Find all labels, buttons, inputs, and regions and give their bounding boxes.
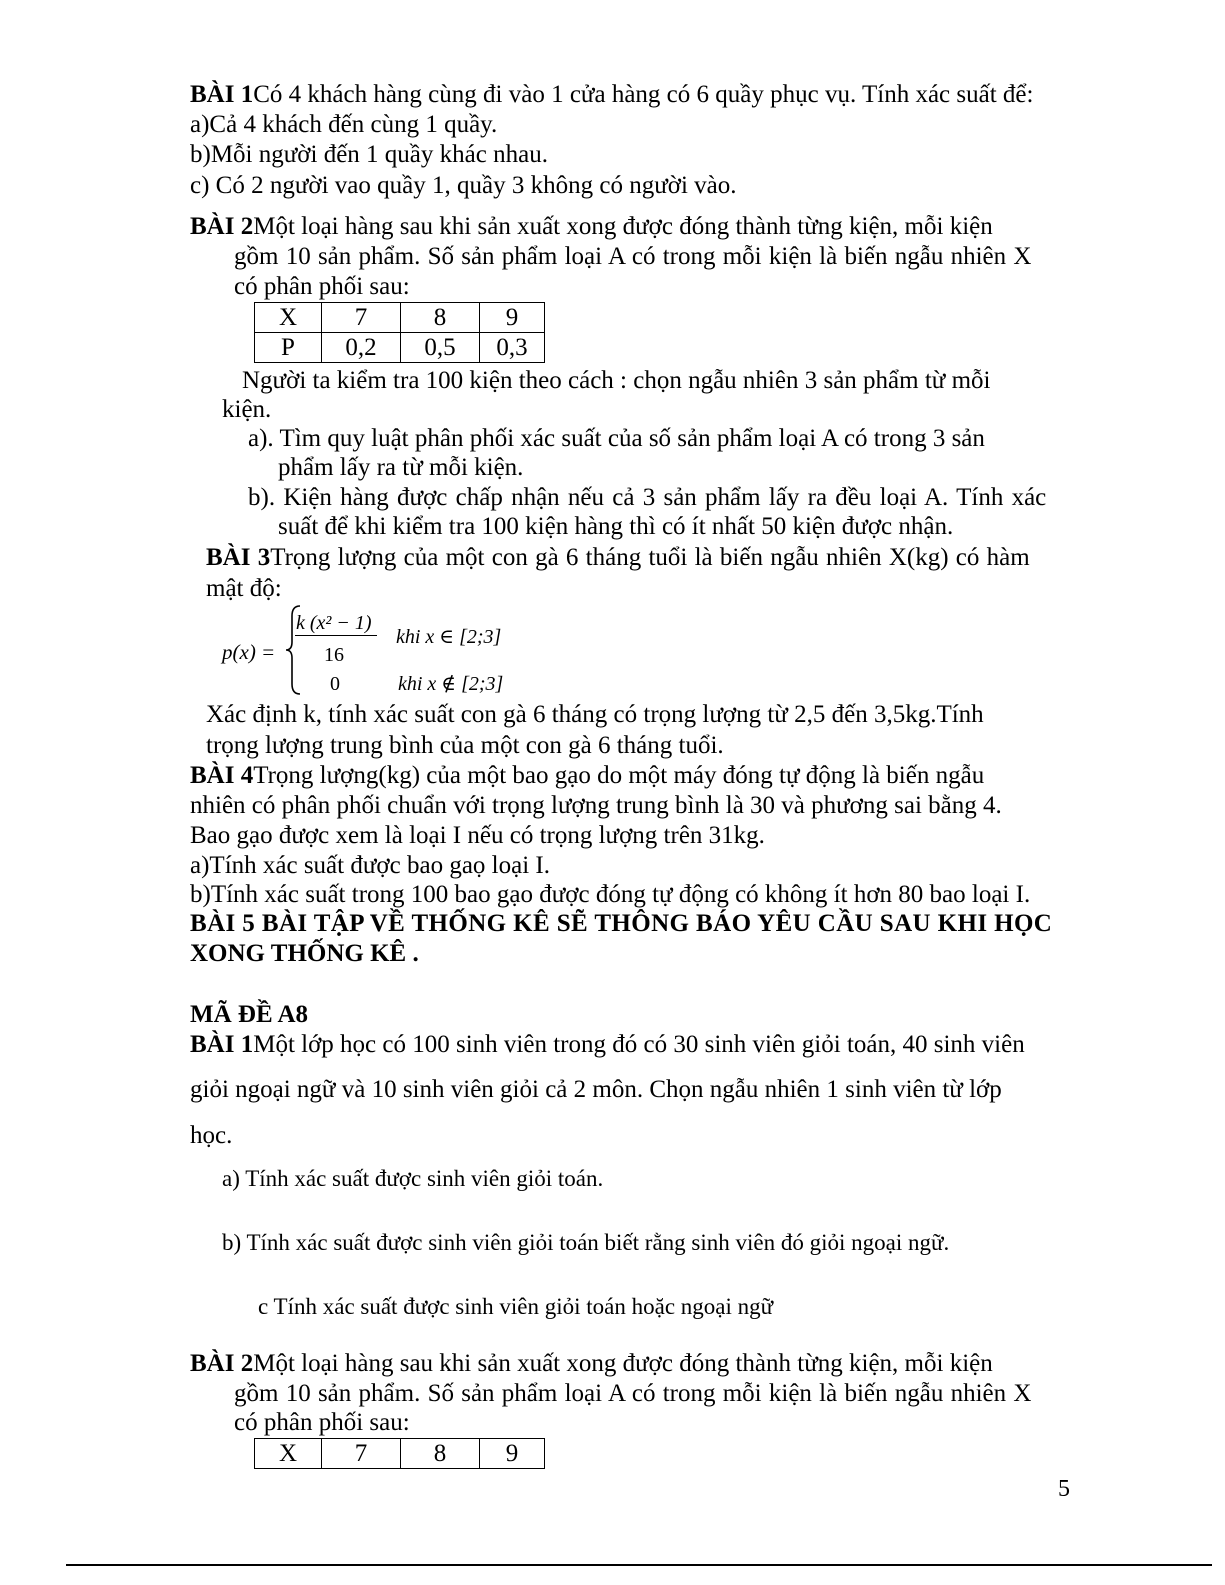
bai-text: Một loại hàng sau khi sản xuất xong được đóng thành từng kiện, mỗi kiện (253, 213, 993, 240)
bai3-line1 (206, 543, 1030, 573)
bai4-line2: nhiên có phân phối chuẩn với trọng lượng trung bình là 30 và phương sai bằng 4. (190, 792, 1002, 819)
bai1-a: a)Cả 4 khách đến cùng 1 quầy. (190, 111, 498, 138)
a8-bai2-line1 (190, 1349, 1068, 1379)
bai2-line1 (190, 212, 1068, 242)
formula-denominator: 16 (324, 644, 344, 666)
bai2-line2: gồm 10 sản phẩm. Số sản phẩm loại A có trong mỗi kiện là biến ngẫu nhiên X (234, 243, 1032, 270)
bai-label: BÀI 1 (190, 81, 254, 108)
table-cell: P (255, 333, 322, 363)
table-cell: 0,3 (480, 333, 545, 363)
bai2-b2: suất để khi kiểm tra 100 kiện hàng thì có ít nhất 50 kiện được nhận. (278, 513, 954, 540)
a8-bai1-b: b) Tính xác suất được sinh viên giỏi toán biết rằng sinh viên đó giỏi ngoại ngữ. (222, 1230, 950, 1255)
bai-label: BÀI 3 (206, 544, 271, 571)
a8-bai2-line3: có phân phối sau: (234, 1409, 410, 1436)
formula-condition-1: khi x ∈ [2;3] (396, 626, 502, 648)
a8-bai1-c: c Tính xác suất được sinh viên giỏi toán hoặc ngoại ngữ (258, 1294, 774, 1319)
bai-label: BÀI 2 (190, 213, 254, 240)
bai2-b1: b). Kiện hàng được chấp nhận nếu cả 3 sản phẩm lấy ra đều loại A. Tính xác (248, 484, 1047, 511)
bai2-check2: kiện. (222, 396, 272, 423)
bai4-b: b)Tính xác suất trong 100 bao gạo được đóng tự động có không ít hơn 80 bao loại I. (190, 881, 1031, 908)
a8-bai1-line3: học. (190, 1122, 233, 1149)
table-cell: 7 (322, 1439, 401, 1469)
table-cell: 8 (401, 1439, 480, 1469)
distribution-table (254, 302, 545, 363)
table-cell: 9 (480, 303, 545, 333)
table-row (255, 333, 545, 363)
bai2-a1: a). Tìm quy luật phân phối xác suất của số sản phẩm loại A có trong 3 sản (248, 425, 985, 452)
bai3-line3: Xác định k, tính xác suất con gà 6 tháng có trọng lượng từ 2,5 đến 3,5kg.Tính (206, 701, 984, 728)
table-row (255, 303, 545, 333)
table-cell: X (255, 1439, 322, 1469)
bai-label: BÀI 2 (190, 1350, 254, 1377)
distribution-table (254, 1438, 545, 1469)
bai4-a: a)Tính xác suất được bao gaọ loại I. (190, 852, 550, 879)
bai-text: Trọng lượng(kg) của một bao gạo do một máy đóng tự động là biến ngẫu (253, 762, 985, 789)
formula-zero: 0 (330, 673, 340, 695)
table-row (255, 1439, 545, 1469)
bai3-line2: mật độ: (206, 575, 282, 602)
formula-condition-2: khi x ∉ [2;3] (398, 673, 504, 695)
bai3-line4: trọng lượng trung bình của một con gà 6 tháng tuổi. (206, 732, 724, 759)
table-cell: 7 (322, 303, 401, 333)
exam-code-title: MÃ ĐỀ A8 (190, 1001, 309, 1028)
fraction-bar (295, 635, 377, 636)
a8-bai1-a: a) Tính xác suất được sinh viên giỏi toán. (222, 1166, 604, 1191)
bai-text: Có 4 khách hàng cùng đi vào 1 cửa hàng có 6 quầy phục vụ. Tính xác suất để: (253, 81, 1034, 108)
bai-label: BÀI 1 (190, 1031, 254, 1058)
table-cell: 8 (401, 303, 480, 333)
bai5-line1: BÀI 5 BÀI TẬP VỀ THỐNG KÊ SẼ THÔNG BÁO YÊU CẦU SAU KHI HỌC (190, 910, 1053, 937)
formula-numerator: k (x² − 1) (296, 612, 372, 634)
bai4-line3: Bao gạo được xem là loại I nếu có trọng lượng trên 31kg. (190, 822, 765, 849)
bai-text: Một loại hàng sau khi sản xuất xong được đóng thành từng kiện, mỗi kiện (253, 1350, 993, 1377)
bai-text: Một lớp học có 100 sinh viên trong đó có 30 sinh viên giỏi toán, 40 sinh viên (253, 1031, 1025, 1058)
page-number: 5 (1058, 1476, 1070, 1502)
footer-rule (66, 1564, 1212, 1566)
bai1-line (190, 80, 1033, 110)
table-cell: 0,2 (322, 333, 401, 363)
bai-label: BÀI 4 (190, 762, 254, 789)
bai5-line2: XONG THỐNG KÊ . (190, 940, 419, 967)
bai2-line3: có phân phối sau: (234, 273, 410, 300)
a8-bai1-line1 (190, 1030, 1025, 1060)
bai1-b: b)Mỗi người đến 1 quầy khác nhau. (190, 141, 548, 168)
bai2-check1: Người ta kiểm tra 100 kiện theo cách : chọn ngẫu nhiên 3 sản phẩm từ mỗi (242, 367, 991, 394)
a8-bai1-line2: giỏi ngoại ngữ và 10 sinh viên giỏi cả 2 môn. Chọn ngẫu nhiên 1 sinh viên từ lớp (190, 1076, 1002, 1103)
table-cell: 0,5 (401, 333, 480, 363)
bai2-a2: phẩm lấy ra từ mỗi kiện. (278, 454, 524, 481)
bai4-line1 (190, 761, 984, 791)
a8-bai2-line2: gồm 10 sản phẩm. Số sản phẩm loại A có trong mỗi kiện là biến ngẫu nhiên X (234, 1380, 1032, 1407)
table-cell: 9 (480, 1439, 545, 1469)
formula-lhs: p(x) = (222, 640, 276, 664)
bai-text: Trọng lượng của một con gà 6 tháng tuổi là biến ngẫu nhiên X(kg) có hàm (270, 544, 1030, 571)
table-cell: X (255, 303, 322, 333)
bai1-c: c) Có 2 người vao quầy 1, quầy 3 không có người vào. (190, 172, 737, 199)
